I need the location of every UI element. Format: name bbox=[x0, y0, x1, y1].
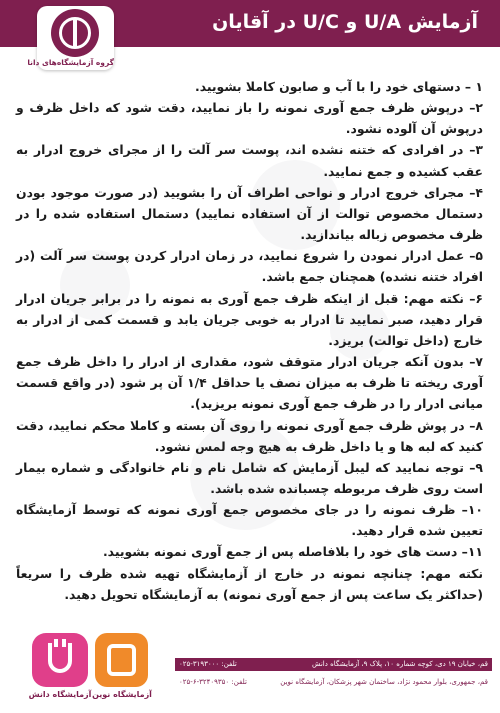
instruction-item: ۶– نکته مهم: قبل از اینکه ظرف جمع آوری به نمونه را در برابر جریان ادرار قرار دهید، صبر نمایید تا ادرار به خوبی جریان یابد و قسمت کمی از ادرار به خارج (داخل توالت) بریزد. bbox=[16, 290, 483, 348]
dana-logo-text: گروه آزمایشگاه‌های دانا bbox=[27, 58, 114, 67]
novin-logo-text: آزمایشگاه نوین bbox=[92, 690, 152, 699]
instruction-item: ۴– مجرای خروج ادرار و نواحی اطراف آن را بشویید (در صورت موجود بودن دستمال مخصوص توالت از آن استفاده نمایید) دستمال استفاده شده را در ظرف مخصوص زباله بیاندازید. bbox=[16, 184, 483, 243]
footer-phone-2: تلفن: ۳۲۴۰۹۳۵۰-۶-۰۲۵ bbox=[179, 678, 247, 686]
instruction-item: ۲– درپوش ظرف جمع آوری نمونه را باز نمایید، دقت شود که داخل ظرف و درپوش آن آلوده نشود. bbox=[16, 100, 483, 137]
footer-phone-1: تلفن: ۳۱۹۳۰۰۰-۰۲۵ bbox=[179, 660, 237, 668]
instruction-item: ۳– در افرادی که ختنه نشده اند، پوست سر آلت را از مجرای خروج ادرار به عقب کشیده و جمع نمایید. bbox=[16, 142, 483, 179]
dana-logo-icon bbox=[51, 9, 99, 57]
footer-address-row-2 bbox=[175, 678, 492, 686]
instruction-item: ۵– عمل ادرار نمودن را شروع نمایید، در زمان ادرار کردن پوست سر آلت (در افراد ختنه نشده) همچنان جمع باشد. bbox=[16, 248, 483, 285]
dana-logo bbox=[27, 6, 114, 70]
instruction-item: ۹– توجه نمایید که لیبل آزمایش که شامل نام و نام خانوادگی و شماره بیمار است روی ظرف مربوطه چسبانده شده باشد. bbox=[16, 459, 483, 496]
danesh-logo-text: آزمایشگاه دانش bbox=[28, 690, 92, 699]
instructions-list bbox=[16, 76, 483, 605]
footer-address-1: قم، خیابان ۱۹ دی، کوچه شماره ۱۰، پلاک ۹، آزمایشگاه دانش bbox=[311, 660, 488, 668]
footer-address-row-1 bbox=[175, 660, 492, 668]
instruction-item: ۱۰– ظرف نمونه را در جای مخصوص جمع آوری نمونه که توسط آزمایشگاه تعیین شده قرار دهید. bbox=[16, 502, 483, 539]
danesh-logo-icon bbox=[32, 633, 88, 687]
instruction-item: ۱ – دستهای خود را با آب و صابون کاملا بشویید. bbox=[194, 79, 483, 94]
important-note: نکته مهم: چنانچه نمونه در خارج از آزمایشگاه تهیه شده ظرف را سریعاً (حداکثر یک ساعت پس از جمع آوری نمونه) به آزمایشگاه تحویل دهید. bbox=[16, 565, 483, 602]
novin-logo-icon bbox=[95, 633, 148, 687]
instruction-item: ۱۱– دست های خود را بلافاصله پس از جمع آوری نمونه بشویید. bbox=[102, 544, 483, 560]
instruction-item: ۷– بدون آنکه جریان ادرار متوقف شود، مقداری از ادرار را داخل ظرف جمع آوری ریخته تا ظرف به میزان نصف یا حداقل ۱/۴ آن پر شود (در واقع قسمت میانی ادرار را در ظرف جمع آوری نمونه بریزید). bbox=[16, 354, 483, 412]
page-title: آزمایش U/A و U/C در آقایان bbox=[212, 11, 478, 33]
footer-address-2: قم، جمهوری، بلوار محمود نژاد، ساختمان شهر پزشکان، آزمایشگاه نوین bbox=[280, 678, 488, 686]
instruction-item: ۸– در پوش ظرف جمع آوری نمونه را روی آن بسته و کاملا محکم نمایید، دقت کنید که لبه ها و یا داخل ظرف به هیچ وجه لمس نشود. bbox=[16, 417, 483, 454]
